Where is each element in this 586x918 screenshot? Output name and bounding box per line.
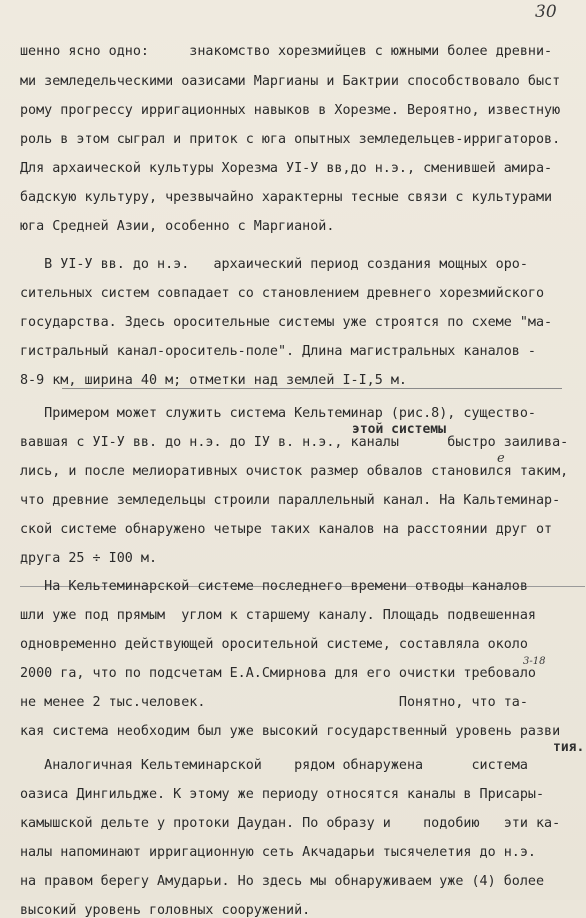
text-line: государства. Здесь оросительные системы уже строятся по схеме "ма- — [20, 315, 553, 330]
text-line: роль в этом сыграл и приток с юга опытных земледельцев-ирригаторов. — [20, 132, 561, 147]
text-line: одновременно действующей оросительной системе, составляла около — [20, 637, 528, 652]
text-line: не менее 2 тыс.человек. Понятно, что та- — [20, 695, 528, 710]
text-line: Для архаической культуры Хорезма УI-У вв,до н.э., сменившей амира- — [20, 161, 553, 176]
separator-line — [62, 388, 562, 389]
text-line: юга Средней Азии, особенно с Маргианой. — [20, 219, 335, 234]
text-line: лись, и после мелиоративных очисток размер обвалов становился таким, — [20, 464, 569, 479]
text-line: оазиса Дингильдже. К этому же периоду относятся каналы в Присары- — [20, 787, 545, 802]
inserted-text: этой системы — [352, 422, 446, 437]
text-line: бадскую культуру, чрезвычайно характерны тесные связи с культурами — [20, 190, 553, 205]
text-line: на правом берегу Амударьи. Но здесь мы обнаруживаем уже (4) более — [20, 874, 545, 889]
text-line: рому прогрессу ирригационных навыков в Хорезме. Вероятно, известную — [20, 103, 561, 118]
text-line: сительных систем совпадает со становлением древнего хорезмийского — [20, 286, 545, 301]
text-line: кая система необходим был уже высокий государственный уровень разви — [20, 724, 561, 739]
text-line: камышской дельте у протоки Даудан. По образу и подобию эти ка- — [20, 816, 561, 831]
handwritten-correction: е — [497, 451, 505, 466]
inserted-text: тия. — [553, 740, 585, 755]
text-line: Примером может служить система Кельтеминар (рис.8), существо- — [20, 406, 536, 421]
text-line: налы напоминают ирригационную сеть Акчадарьи тысячелетия до н.э. — [20, 845, 536, 860]
text-line: 8-9 км, ширина 40 м; отметки над землей I-I,5 м. — [20, 373, 407, 388]
text-line: что древние земледельцы строили параллельный канал. На Кальтеминар- — [20, 493, 561, 508]
text-line: друга 25 ÷ I00 м. — [20, 551, 158, 566]
text-line: 2000 га, что по подсчетам Е.А.Смирнова для его очистки требовало — [20, 666, 536, 681]
text-line: вавшая с УI-У вв. до н.э. до IУ в. н.э., каналы быстро заилива- — [20, 435, 569, 450]
text-line: шли уже под прямым углом к старшему каналу. Площадь подвешенная — [20, 608, 536, 623]
text-line: На Кельтеминарской системе последнего времени отводы каналов — [20, 579, 528, 594]
text-line: шенно ясно одно: знакомство хорезмийцев с южными более древни- — [20, 44, 553, 59]
text-line: гистральный канал-ороситель-поле". Длина магистральных каналов - — [20, 344, 536, 359]
text-line: ми земледельческими оазисами Маргианы и Бактрии способствовало быст — [20, 74, 561, 89]
handwritten-correction: 3-18 — [523, 656, 546, 667]
text-line: Аналогичная Кельтеминарской рядом обнаружена система — [20, 758, 528, 773]
text-line: ской системе обнаружено четыре таких каналов на расстоянии друг от — [20, 522, 553, 537]
text-line: В УI-У вв. до н.э. архаический период создания мощных оро- — [20, 257, 528, 272]
text-line: высокий уровень головных сооружений. — [20, 903, 311, 918]
page-number: 30 — [535, 2, 557, 22]
